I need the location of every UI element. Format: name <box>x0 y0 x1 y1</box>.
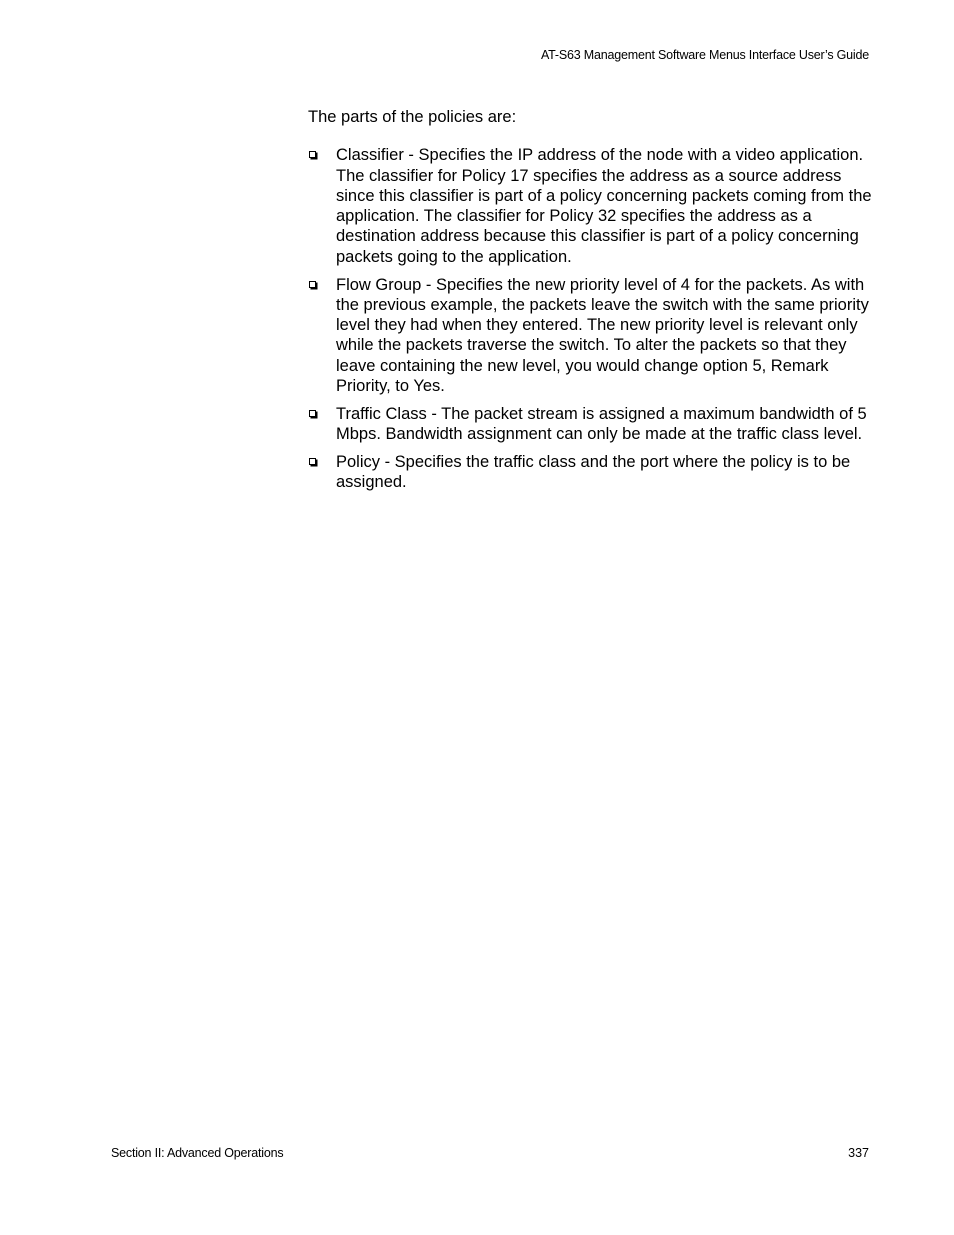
intro-paragraph: The parts of the policies are: <box>308 108 517 126</box>
box-bullet-icon <box>309 151 316 158</box>
box-bullet-icon <box>309 458 316 465</box>
box-bullet-icon <box>309 281 316 288</box>
box-bullet-icon <box>309 410 316 417</box>
document-body <box>308 107 874 500</box>
list-item <box>308 145 874 267</box>
page-number: 337 <box>848 1146 869 1160</box>
list-item <box>308 452 874 493</box>
footer-section-title: Section II: Advanced Operations <box>111 1146 284 1160</box>
bullet-text: Traffic Class - The packet stream is assigned a maximum bandwidth of 5 Mbps. Bandwidth assignment can only be made at the traffic class level. <box>336 404 867 444</box>
running-header: AT-S63 Management Software Menus Interface User’s Guide <box>540 48 869 62</box>
bullet-list <box>308 145 874 492</box>
bullet-text: Policy - Specifies the traffic class and the port where the policy is to be assigned. <box>336 452 851 492</box>
list-item <box>308 275 874 397</box>
bullet-text: Classifier - Specifies the IP address of the node with a video application. The classifier for Policy 17 specifies the address as a source address since this classifier is part of a policy concerning packets coming from the application. The classifier for Policy 32 specifies the address as a destination address because this classifier is part of a policy concerning packets going to the application. <box>336 146 872 266</box>
bullet-text: Flow Group - Specifies the new priority level of 4 for the packets. As with the previous example, the packets leave the switch with the same priority level they had when they entered. The new priority level is relevant only while the packets traverse the switch. To alter the packets so that they leave containing the new level, you would change option 5, Remark Priority, to Yes. <box>336 275 869 396</box>
list-item <box>308 404 874 445</box>
